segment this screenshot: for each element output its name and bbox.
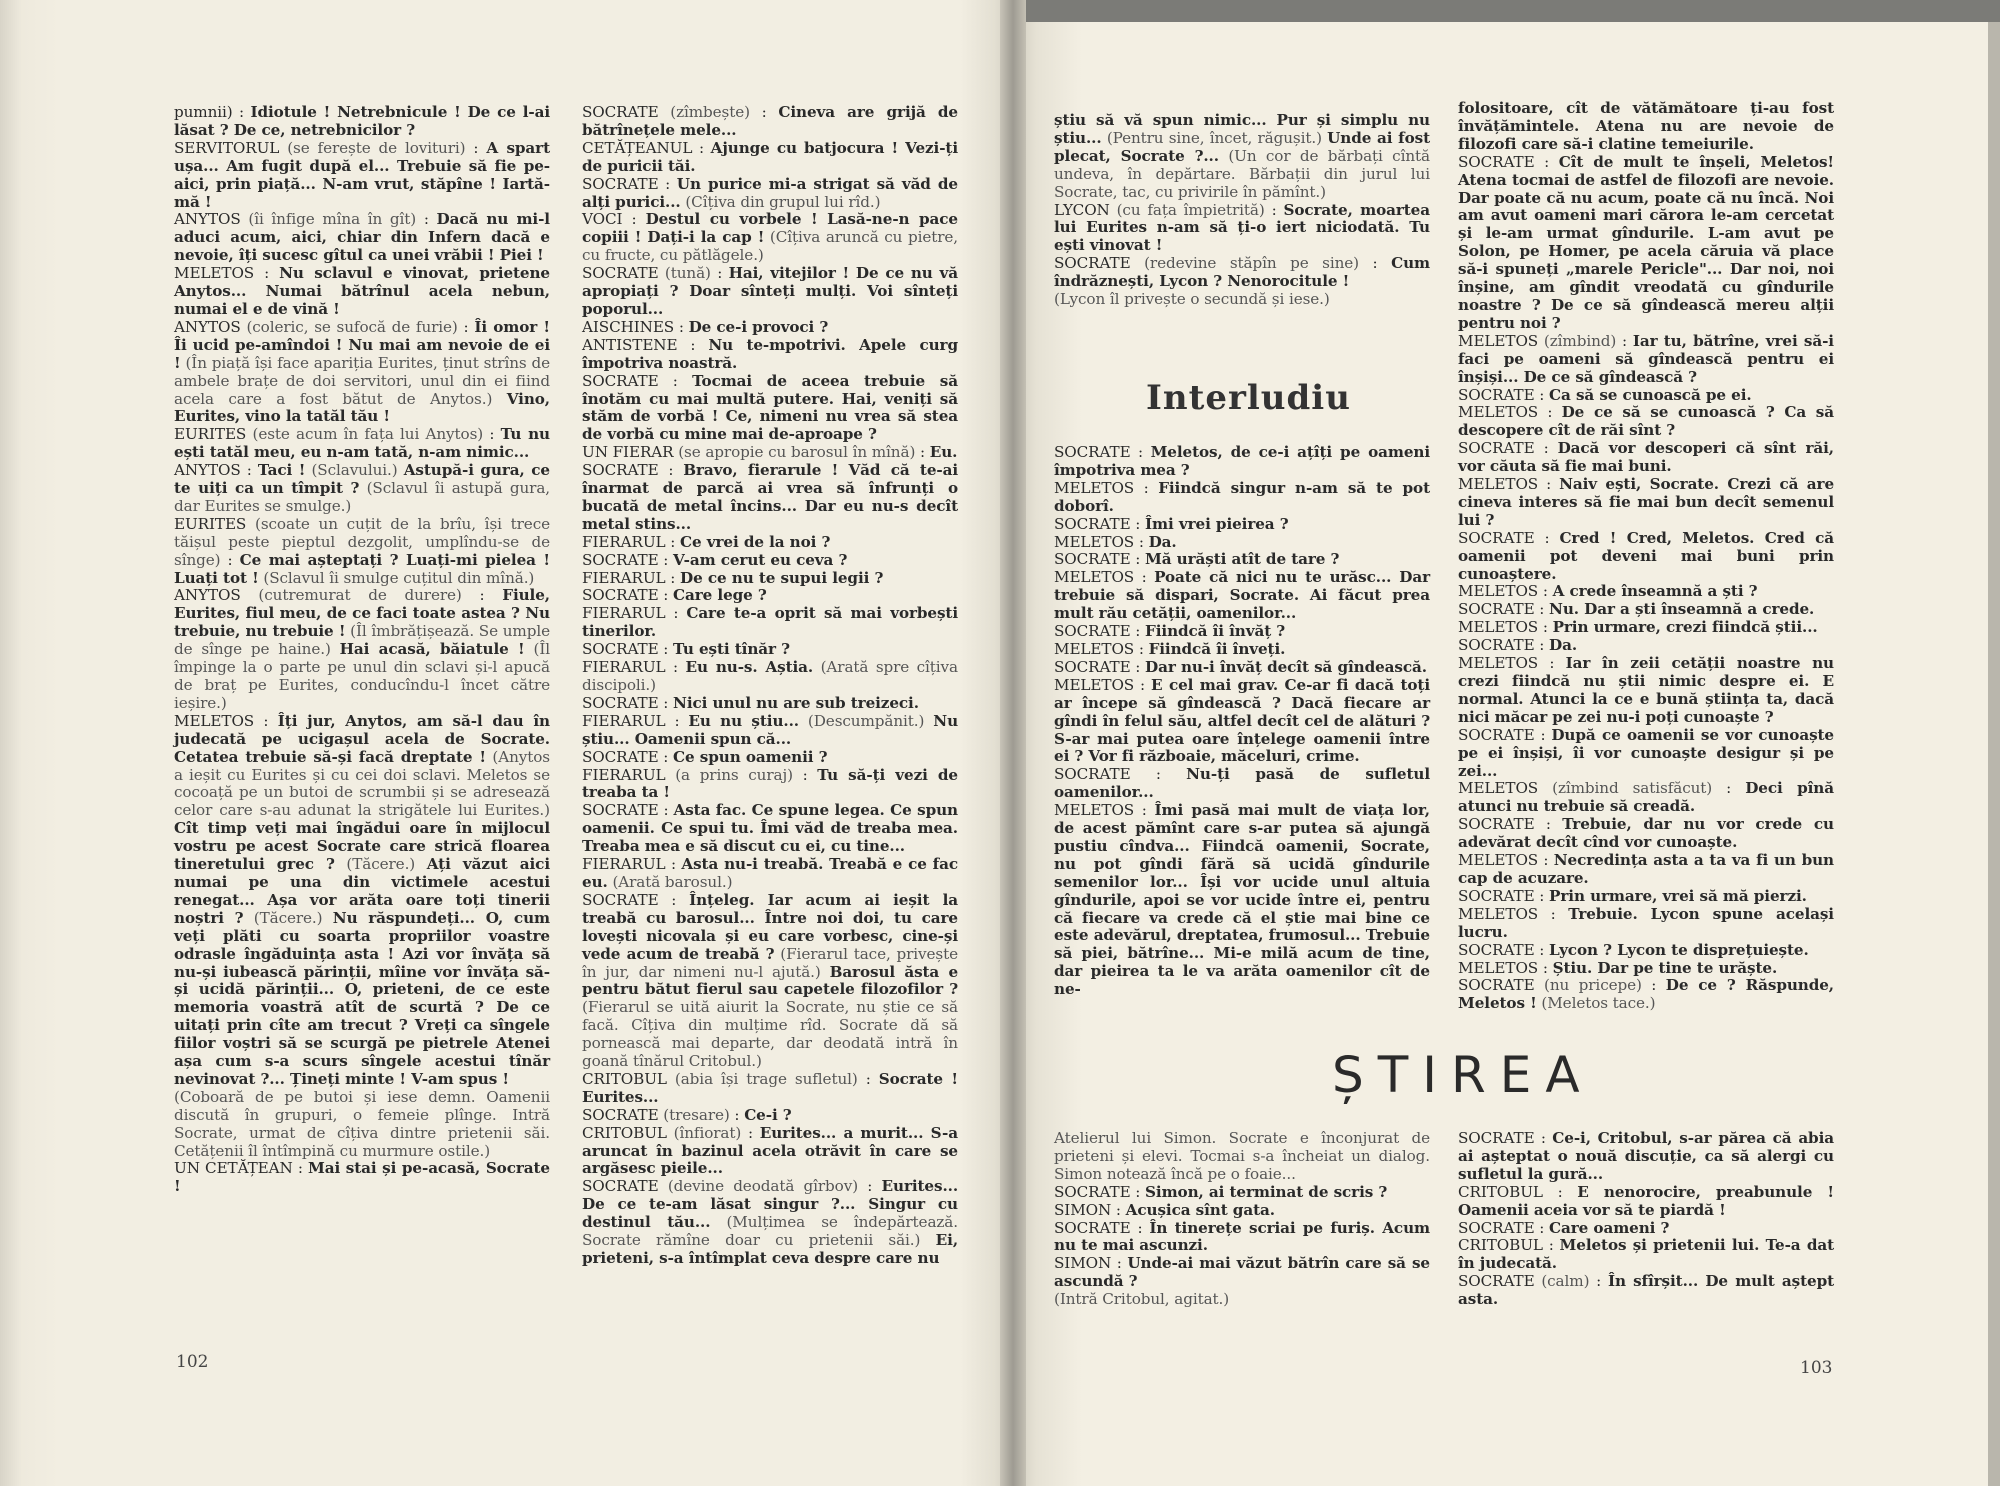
dialogue-paragraph: (Lycon îl privește o secundă și iese.) (1054, 290, 1330, 309)
dialogue-paragraph: (Intră Critobul, agitat.) (1054, 1290, 1230, 1309)
dialogue-paragraph: MELETOS : Nu sclavul e vinovat, prietene Anytos... Numai bătrînul acela nebun, numai el e de vină ! (174, 264, 550, 318)
dialogue-paragraph: MELETOS : E cel mai grav. Ce-ar fi dacă toți ar începe să gîndească ? Dacă fiecare ar gîndi în felul său, altfel decît cel de alături ? S-ar mai putea oare înțelege oamenii între ei ? Vor fi războaie, măceluri, crime. (1054, 675, 1430, 766)
dialogue-paragraph: SOCRATE : Ca să se cunoască pe ei. (1458, 385, 1752, 404)
book-gutter (1000, 0, 1026, 1486)
dialogue-paragraph: UN FIERAR (se apropie cu barosul în mînă) : Eu. (582, 443, 958, 462)
dialogue-paragraph: SOCRATE (tresare) : Ce-i ? (582, 1105, 792, 1124)
dialogue-paragraph: SOCRATE : Dar nu-i învăț decît să gîndească. (1054, 657, 1427, 676)
dialogue-paragraph: MELETOS : Naiv ești, Socrate. Crezi că are cineva interes să fie mai bun decît semenul lui ? (1458, 475, 1835, 529)
dialogue-paragraph: SOCRATE : Lycon ? Lycon te disprețuiește. (1458, 940, 1809, 959)
dialogue-paragraph: FIERARUL : Care te-a oprit să mai vorbești tinerilor. (582, 604, 958, 641)
dialogue-paragraph: LYCON (cu fața împietrită) : Socrate, moartea lui Eurites n-am să ți-o iert niciodată. Tu ești vinovat ! (1054, 200, 1430, 255)
dialogue-paragraph: SOCRATE : Trebuie, dar nu vor crede cu adevărat decît cînd vor cunoaște. (1458, 815, 1834, 852)
dialogue-paragraph: FIERARUL : Eu nu-s. Aștia. (Arată spre cîțiva discipoli.) (582, 658, 958, 694)
dialogue-paragraph: SOCRATE : Care lege ? (582, 586, 767, 605)
scanner-background (1012, 0, 2000, 22)
dialogue-paragraph: SOCRATE (nu pricepe) : De ce ? Răspunde, Meletos ! (Meletos tace.) (1458, 976, 1834, 1013)
dialogue-paragraph: SERVITORUL (se ferește de lovituri) : A spart ușa... Am fugit după el... Trebuie să fie pe-aici, prin piață... N-am vrut, stăpîne ! Iartă-mă ! (174, 138, 550, 211)
dialogue-paragraph: Atelierul lui Simon. Socrate e înconjurat de prieteni și elevi. Tocmai s-a încheiat un dialog. Simon notează încă pe o foaie... (1054, 1129, 1430, 1183)
dialogue-paragraph: MELETOS : Iar în zeii cetății noastre nu crezi fiindcă nu știi nimic despre ei. E normal. Atunci la ce e bună știința ta, dacă nici măcar pe zei nu-i poți cunoaște ? (1458, 654, 1834, 726)
dialogue-paragraph: ANYTOS (cutremurat de durere) : Fiule, Eurites, fiul meu, de ce faci toate astea ? Nu trebuie, nu trebuie ! (Îl îmbrățișează. Se umple de sînge pe haine.) Hai acasă, băiatule ! (Îl împinge la o parte pe unul din sclavi și-l apucă de braț pe Eurites, conducîndu-l încet către ieșire.) (174, 586, 550, 712)
dialogue-paragraph: EURITES (scoate un cuțit de la brîu, își trece tăișul peste pieptul dezgolit, umplîndu-se de sînge) : Ce mai așteptați ? Luați-mi pielea ! Luați tot ! (Sclavul îi smulge cuțitul din mînă.) (174, 514, 550, 587)
dialogue-paragraph: știu să vă spun nimic... Pur și simplu nu știu... (Pentru sine, încet, răgușit.) Unde ai fost plecat, Socrate ?... (Un cor de bărbați cîntă undeva, în depărtare. Bărbații din jurul lui Socrate, tac, cu privirile în pămînt.) (1054, 111, 1430, 201)
dialogue-paragraph: SOCRATE (zîmbește) : Cineva are grijă de bătrînețele mele... (582, 103, 958, 139)
dialogue-paragraph: FIERARUL (a prins curaj) : Tu să-ți vezi de treaba ta ! (582, 765, 958, 802)
dialogue-paragraph: SOCRATE : Nici unul nu are sub treizeci. (582, 693, 919, 712)
dialogue-paragraph: (Coboară de pe butoi și iese demn. Oamenii discută în grupuri, o femeie plînge. Intră Socrate, urmat de cîțiva dintre prietenii săi. Cetățenii îl întîmpină cu murmure ostile.) (174, 1087, 550, 1160)
dialogue-paragraph: CETĂȚEANUL : Ajunge cu batjocura ! Vezi-ți de puricii tăi. (582, 138, 958, 175)
dialogue-paragraph: SOCRATE : Ce-i, Critobul, s-ar părea că abia ai așteptat o nouă discuție, ca să alergi cu sufletul la gură... (1458, 1129, 1834, 1183)
dialogue-paragraph: FIERARUL : De ce nu te supui legii ? (582, 568, 884, 587)
dialogue-paragraph: MELETOS : Da. (1054, 532, 1177, 551)
dialogue-paragraph: SOCRATE (redevine stăpîn pe sine) : Cum îndrăznești, Lycon ? Nenorocitule ! (1054, 254, 1430, 291)
dialogue-paragraph: SOCRATE : Un purice mi-a strigat să văd de alți purici... (Cîțiva din grupul lui rîd.) (582, 174, 958, 211)
dialogue-paragraph: SOCRATE : În tinerețe scriai pe furiș. Acum nu te mai ascunzi. (1054, 1218, 1430, 1255)
dialogue-paragraph: FIERARUL : Asta nu-i treabă. Treabă e ce fac eu. (Arată barosul.) (582, 855, 958, 891)
dialogue-paragraph: SOCRATE : Meletos, de ce-i ațîți pe oameni împotriva mea ? (1054, 443, 1430, 479)
dialogue-paragraph: CRITOBUL (înfiorat) : Eurites... a murit... S-a aruncat în bazinul acela otrăvit în care se argăsesc pieile... (582, 1123, 958, 1178)
dialogue-paragraph: SIMON : Unde-ai mai văzut bătrîn care să se ascundă ? (1054, 1254, 1430, 1291)
dialogue-paragraph: ANTISTENE : Nu te-mpotrivi. Apele curg împotriva noastră. (582, 335, 958, 372)
left-page-column-2 (582, 104, 958, 1268)
dialogue-paragraph: SOCRATE : Nu-ți pasă de sufletul oamenilor... (1054, 765, 1430, 802)
dialogue-paragraph: MELETOS : A crede înseamnă a ști ? (1458, 582, 1758, 601)
dialogue-paragraph: CRITOBUL (abia își trage sufletul) : Socrate ! Eurites... (582, 1069, 958, 1106)
right-page-column-1-top (1054, 112, 1430, 309)
dialogue-paragraph: SOCRATE : Fiindcă îi învăț ? (1054, 622, 1286, 641)
dialogue-paragraph: SOCRATE : Cît de mult te înșeli, Meletos! Atena tocmai de astfel de filozofi are nevoie. Dar poate că nu acum, poate că nu încă. Noi am avut oameni mari cărora le-am cercetat și le-am urmat gîndurile. L-am avut pe Solon, pe Homer, pe acela căruia vă place să-i spuneți „marele Pericle"... Dar noi, noi înșine, am gîndit vreodată cu gîndurile noastre ? De ce să gîndească mereu alții pentru noi ? (1458, 152, 1834, 332)
dialogue-paragraph: UN CETĂȚEAN : Mai stai și pe-acasă, Socrate ! (174, 1159, 550, 1196)
dialogue-paragraph: MELETOS : Trebuie. Lycon spune același lucru. (1458, 904, 1834, 941)
left-page-number: 102 (176, 1352, 209, 1372)
dialogue-paragraph: SOCRATE (calm) : În sfîrșit... De mult aștept asta. (1458, 1272, 1835, 1309)
stirea-heading: ȘTIREA (1332, 1046, 1594, 1104)
dialogue-paragraph: FIERARUL : Eu nu știu... (Descumpănit.) Nu știu... Oamenii spun că... (582, 711, 959, 748)
dialogue-paragraph: MELETOS : Poate că nici nu te urăsc... Dar trebuie să dispari, Socrate. Ai făcut prea mult rău cetății, oamenilor... (1054, 568, 1430, 623)
dialogue-paragraph: folositoare, cît de vătămătoare ți-au fost învățămintele. Atena nu are nevoie de filozofi care să-i clatine temeiurile. (1458, 99, 1834, 153)
dialogue-paragraph: SOCRATE : Dacă vor descoperi că sînt răi, vor căuta să fie mai buni. (1458, 439, 1834, 476)
dialogue-paragraph: SOCRATE : Înțeleg. Iar acum ai ieșit la treabă cu barosul... Între noi doi, tu care lovești nicovala și eu care vorbesc, cine-și vede acum de treabă ? (Fierarul tace, privește în jur, dar nimeni nu-l ajută.) Barosul ăsta e pentru bătut fierul sau capetele filozofilor ? (Fierarul se uită aiurit la Socrate, nu știe ce să facă. Cîțiva din mulțime rîd. Socrate dă să pornească mai departe, dar deodată intră în goană tînărul Critobul.) (582, 890, 959, 1071)
dialogue-paragraph: SOCRATE : Simon, ai terminat de scris ? (1054, 1182, 1388, 1201)
dialogue-paragraph: SOCRATE : Nu. Dar a ști înseamnă a crede. (1458, 600, 1815, 619)
interlude-heading: Interludiu (1146, 378, 1351, 418)
dialogue-paragraph: CRITOBUL : Meletos și prietenii lui. Te-a dat în judecată. (1458, 1236, 1834, 1273)
dialogue-paragraph: ANYTOS : Taci ! (Sclavului.) Astupă-i gura, ce te uiți ca un tîmpit ? (Sclavul îi astupă gura, dar Eurites se smulge.) (174, 461, 550, 515)
dialogue-paragraph: AISCHINES : De ce-i provoci ? (582, 317, 829, 336)
dialogue-paragraph: MELETOS : Îți jur, Anytos, am să-l dau în judecată pe ucigașul acela de Socrate. Cetatea trebuie să-și facă dreptate ! (Anytos a ieșit cu Eurites și cu cei doi sclavi. Meletos se cocoață pe un butoi de scrumbii și se adresează celor care s-au adunat la strigătele lui Eurites.) Cît timp veți mai îngădui oare în mijlocul vostru pe acest Socrate care strică floarea tineretului grec ? (Tăcere.) Ați văzut aici numai pe una din victimele acestui renegat... Așa vor arăta oare toți tinerii noștri ? (Tăcere.) Nu răspundeți... O, cum veți plăti cu soarta propriilor voastre odrasle îngăduința asta ! Azi vor învăța să nu-și iubească părinții, mîine vor învăța să-și ucidă părinții... O, prieteni, de ce este memoria voastră atît de scurtă ? De ce uitați prin cîte am trecut ? Vreți ca sîngele fiilor voștri să se scurgă pe pietrele Atenei așa cum s-a scurs sîngele acestui tînăr nevinovat ?... Țineți minte ! V-am spus ! (174, 711, 551, 1088)
dialogue-paragraph: ANYTOS (coleric, se sufocă de furie) : Îi omor ! Îi ucid pe-amîndoi ! Nu mai am nevoie de ei ! (În piață își face apariția Eurites, ținut strîns de ambele brațe de doi servitori, unul din ei fiind acela care a fost bătut de Anytos.) Vino, Eurites, vino la tatăl tău ! (174, 317, 551, 426)
dialogue-paragraph: SOCRATE : Da. (1458, 636, 1578, 655)
dialogue-paragraph: CRITOBUL : E nenorocire, preabunule ! Oamenii aceia vor să te piardă ! (1458, 1182, 1834, 1219)
right-page-number: 103 (1800, 1358, 1833, 1378)
dialogue-paragraph: SOCRATE : Mă urăști atît de tare ? (1054, 550, 1340, 569)
dialogue-paragraph: ANYTOS (îi înfige mîna în gît) : Dacă nu mi-l aduci acum, aici, chiar din Infern dacă e nevoie, îți sucesc gîtul ca unei vrăbii ! Piei ! (174, 210, 550, 265)
dialogue-paragraph: MELETOS : Știu. Dar pe tine te urăște. (1458, 958, 1778, 977)
left-page-column-1 (174, 104, 550, 1196)
dialogue-paragraph: MELETOS : De ce să se cunoască ? Ca să descopere cît de răi sînt ? (1458, 403, 1834, 440)
dialogue-paragraph: MELETOS : Prin urmare, crezi fiindcă știi... (1458, 618, 1818, 637)
dialogue-paragraph: SOCRATE (devine deodată gîrbov) : Eurites... De ce te-am lăsat singur ?... Singur cu destinul tău... (Mulțimea se îndepărtează. Socrate rămîne doar cu prietenii săi.) Ei, prieteni, s-a întîmplat ceva despre care nu (582, 1177, 959, 1267)
dialogue-paragraph: FIERARUL : Ce vrei de la noi ? (582, 532, 831, 551)
dialogue-paragraph: VOCI : Destul cu vorbele ! Lasă-ne-n pace copiii ! Dați-i la cap ! (Cîțiva aruncă cu pietre, cu fructe, cu pătlăgele.) (582, 210, 959, 265)
right-page-column-1-interlude (1054, 444, 1430, 999)
dialogue-paragraph: SOCRATE : Cred ! Cred, Meletos. Cred că oamenii pot deveni mai buni prin cunoaștere. (1458, 528, 1834, 583)
dialogue-paragraph: SOCRATE : Care oameni ? (1458, 1218, 1670, 1237)
dialogue-paragraph: EURITES (este acum în fața lui Anytos) : Tu nu ești tatăl meu, eu n-am tată, n-am nimic... (174, 425, 550, 462)
dialogue-paragraph: MELETOS (zîmbind satisfăcut) : Deci pînă atunci nu trebuie să creadă. (1458, 779, 1834, 816)
dialogue-paragraph: SOCRATE : Îmi vrei pieirea ? (1054, 514, 1289, 533)
dialogue-paragraph: SOCRATE : După ce oamenii se vor cunoaște pe ei înșiși, îi vor cunoaște desigur și pe zei... (1458, 725, 1834, 780)
dialogue-paragraph: MELETOS : Necredința asta a ta va fi un bun cap de acuzare. (1458, 851, 1835, 887)
dialogue-paragraph: SOCRATE : Ce spun oamenii ? (582, 747, 828, 766)
right-page-column-2-stirea (1458, 1130, 1834, 1309)
dialogue-paragraph: SOCRATE : Tu ești tînăr ? (582, 640, 790, 659)
dialogue-paragraph: MELETOS : Fiindcă singur n-am să te pot doborî. (1054, 478, 1430, 515)
dialogue-paragraph: MELETOS : Îmi pasă mai mult de viața lor, de acest pămînt care s-ar putea să ajungă pustiu cîndva... Fiindcă oamenii, Socrate, nu pot gîndi fără să ucidă gîndurile semenilor lor... Își vor ucide unul altuia gîndurile, apoi se vor ucide între ei, pentru că fiecare va crede că el știe mai bine ce este adevărul, dreptatea, frumosul... Trebuie să piei, bătrîne... Mi-e milă acum de tine, dar pieirea ta le va arăta oamenilor cît de ne- (1054, 801, 1430, 999)
dialogue-paragraph: SOCRATE : Prin urmare, vrei să mă pierzi. (1458, 886, 1807, 905)
dialogue-paragraph: MELETOS (zîmbind) : Iar tu, bătrîne, vrei să-i faci pe oameni să gîndească pentru ei înșiși... De ce să gîndească ? (1458, 331, 1834, 386)
dialogue-paragraph: SOCRATE (tună) : Hai, vitejilor ! De ce nu vă apropiați ? Doar sînteți mulți. Voi sînteți poporul... (582, 264, 958, 318)
dialogue-paragraph: SOCRATE : V-am cerut eu ceva ? (582, 550, 848, 569)
dialogue-paragraph: SOCRATE : Bravo, fierarule ! Văd că te-ai înarmat de parcă ai vrea să înfrunți o bucată de metal încins... Dar eu nu-s decît metal stins... (582, 461, 958, 533)
dialogue-paragraph: pumnii) : Idiotule ! Netrebnicule ! De ce l-ai lăsat ? De ce, netrebnicilor ? (174, 103, 550, 139)
dialogue-paragraph: SOCRATE : Tocmai de aceea trebuie să înotăm cu mai multă putere. Hai, veniți să stăm de vorbă ! Ce, nimeni nu vrea să stea de vorbă cu mine mai de-aproape ? (582, 371, 958, 444)
right-page-column-2 (1458, 100, 1834, 1013)
dialogue-paragraph: MELETOS : Fiindcă îi înveți. (1054, 639, 1286, 658)
dialogue-paragraph: SIMON : Acușica sînt gata. (1054, 1200, 1275, 1219)
dialogue-paragraph: SOCRATE : Asta fac. Ce spune legea. Ce spun oamenii. Ce spui tu. Îmi văd de treaba mea. Treaba mea e să discut cu ei, cu tine... (582, 801, 958, 856)
right-page-column-1-stirea (1054, 1130, 1430, 1309)
